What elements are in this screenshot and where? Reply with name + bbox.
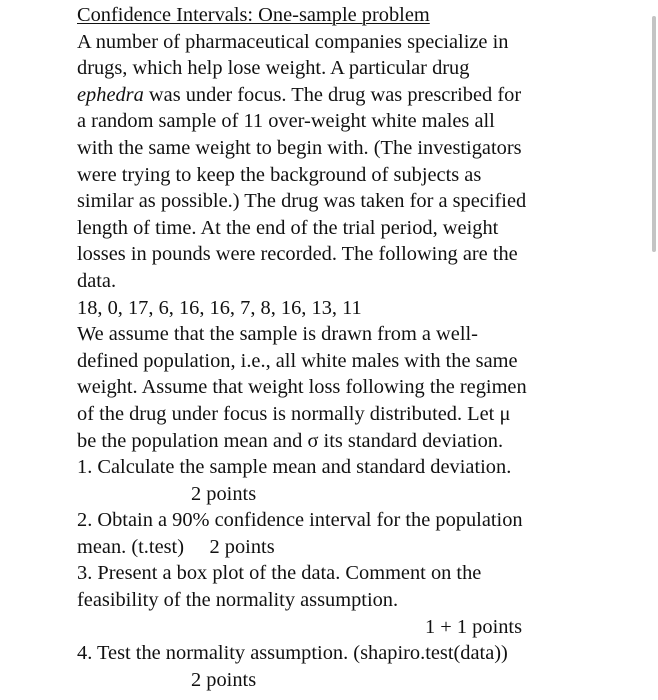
drug-line-rest: was under focus. The drug was prescribed for xyxy=(143,83,522,106)
assumption-line-5: be the population mean and σ its standard deviation. xyxy=(77,429,504,452)
question-2-line-2: mean. (t.test) 2 points xyxy=(77,535,275,558)
page-title: Confidence Intervals: One-sample problem xyxy=(77,4,430,26)
question-1-points: 2 points xyxy=(191,482,257,505)
intro-line-7: similar as possible.) The drug was taken for a specified xyxy=(77,190,527,213)
problem-text xyxy=(77,2,637,693)
intro-line-10: data. xyxy=(77,269,117,292)
assumption-line-2: defined population, i.e., all white males with the same xyxy=(77,349,518,372)
intro-line-6: were trying to keep the background of subjects as xyxy=(77,163,482,186)
drug-name: ephedra xyxy=(77,83,144,106)
scrollbar-thumb[interactable] xyxy=(652,16,656,252)
intro-line-9: losses in pounds were recorded. The following are the xyxy=(77,243,518,266)
vertical-scrollbar[interactable] xyxy=(650,0,658,700)
question-3-line-2: feasibility of the normality assumption. xyxy=(77,589,399,612)
assumption-line-1: We assume that the sample is drawn from a well- xyxy=(77,323,478,346)
question-2-line-1: 2. Obtain a 90% confidence interval for the population xyxy=(77,509,523,532)
intro-line-1: A number of pharmaceutical companies specialize in xyxy=(77,30,509,53)
intro-line-2: drugs, which help lose weight. A particular drug xyxy=(77,57,470,80)
assumption-line-4: of the drug under focus is normally distributed. Let μ xyxy=(77,402,511,425)
question-3-line-1: 3. Present a box plot of the data. Comment on the xyxy=(77,562,482,585)
intro-line-8: length of time. At the end of the trial period, weight xyxy=(77,216,499,239)
question-1: 1. Calculate the sample mean and standard deviation. xyxy=(77,456,512,479)
assumption-line-3: weight. Assume that weight loss following the regimen xyxy=(77,376,527,399)
question-3-points: 1 + 1 points xyxy=(425,615,523,638)
intro-line-3 xyxy=(77,82,637,109)
question-4-points: 2 points xyxy=(191,668,257,691)
intro-line-4: a random sample of 11 over-weight white males all xyxy=(77,110,495,133)
data-values: 18, 0, 17, 6, 16, 16, 7, 8, 16, 13, 11 xyxy=(77,296,362,319)
question-4: 4. Test the normality assumption. (shapiro.test(data)) xyxy=(77,642,508,665)
intro-line-5: with the same weight to begin with. (The investigators xyxy=(77,136,522,159)
